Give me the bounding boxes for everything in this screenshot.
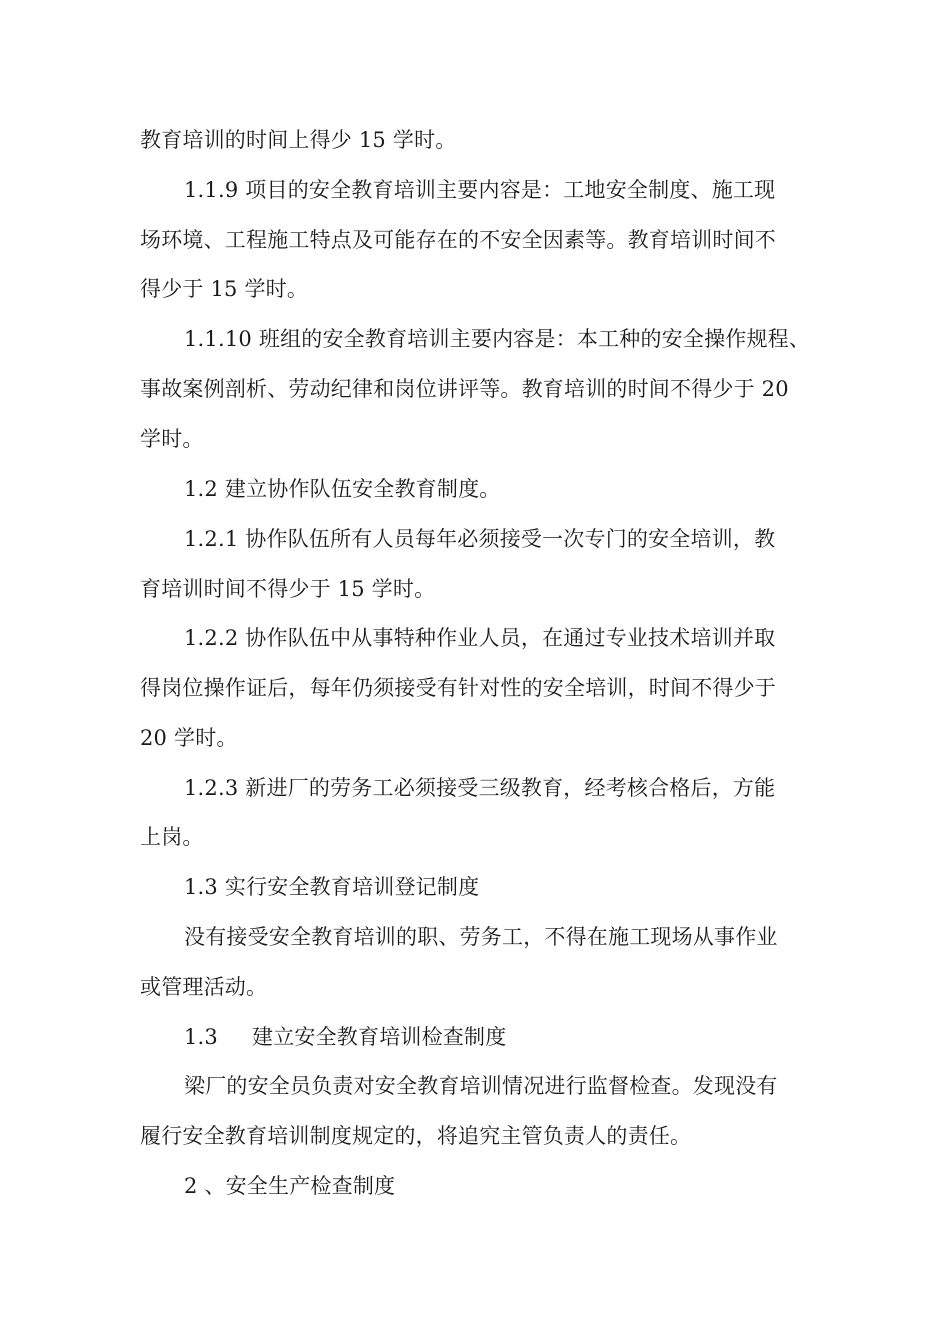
paragraph-line: 1.2.3 新进厂的劳务工必须接受三级教育，经考核合格后，方能 [184,776,776,800]
section-heading: 2 、安全生产检查制度 [184,1174,396,1198]
paragraph-line: 事故案例剖析、劳动纪律和岗位讲评等。教育培训的时间不得少于 20 [140,377,789,401]
section-heading: 1.2 建立协作队伍安全教育制度。 [184,477,501,501]
paragraph-line: 履行安全教育培训制度规定的，将追究主管负责人的责任。 [140,1124,692,1148]
paragraph-line: 20 学时。 [140,726,238,750]
paragraph-line: 1.2.2 协作队伍中从事特种作业人员，在通过专业技术培训并取 [184,626,776,650]
section-heading: 1.3 实行安全教育培训登记制度 [184,875,480,899]
paragraph-line: 学时。 [140,427,204,451]
paragraph-line: 1.1.9 项目的安全教育培训主要内容是：工地安全制度、施工现 [184,178,776,202]
section-heading [184,1023,506,1051]
paragraph-line: 教育培训的时间上得少 15 学时。 [140,128,457,152]
paragraph-line: 育培训时间不得少于 15 学时。 [140,577,436,601]
section-title: 建立安全教育培训检查制度 [252,1025,507,1049]
paragraph-line: 1.1.10 班组的安全教育培训主要内容是：本工种的安全操作规程、 [184,327,811,351]
paragraph-line: 场环境、工程施工特点及可能存在的不安全因素等。教育培训时间不 [140,228,776,252]
paragraph-line: 1.2.1 协作队伍所有人员每年必须接受一次专门的安全培训，教 [184,527,776,551]
paragraph-line: 或管理活动。 [140,975,268,999]
paragraph-line: 没有接受安全教育培训的职、劳务工，不得在施工现场从事作业 [184,925,778,949]
paragraph-line: 梁厂的安全员负责对安全教育培训情况进行监督检查。发现没有 [184,1074,778,1098]
section-number: 1.3 [184,1025,218,1049]
paragraph-line: 得少于 15 学时。 [140,277,309,301]
paragraph-line: 得岗位操作证后，每年仍须接受有针对性的安全培训，时间不得少于 [140,676,776,700]
paragraph-line: 上岗。 [140,825,204,849]
